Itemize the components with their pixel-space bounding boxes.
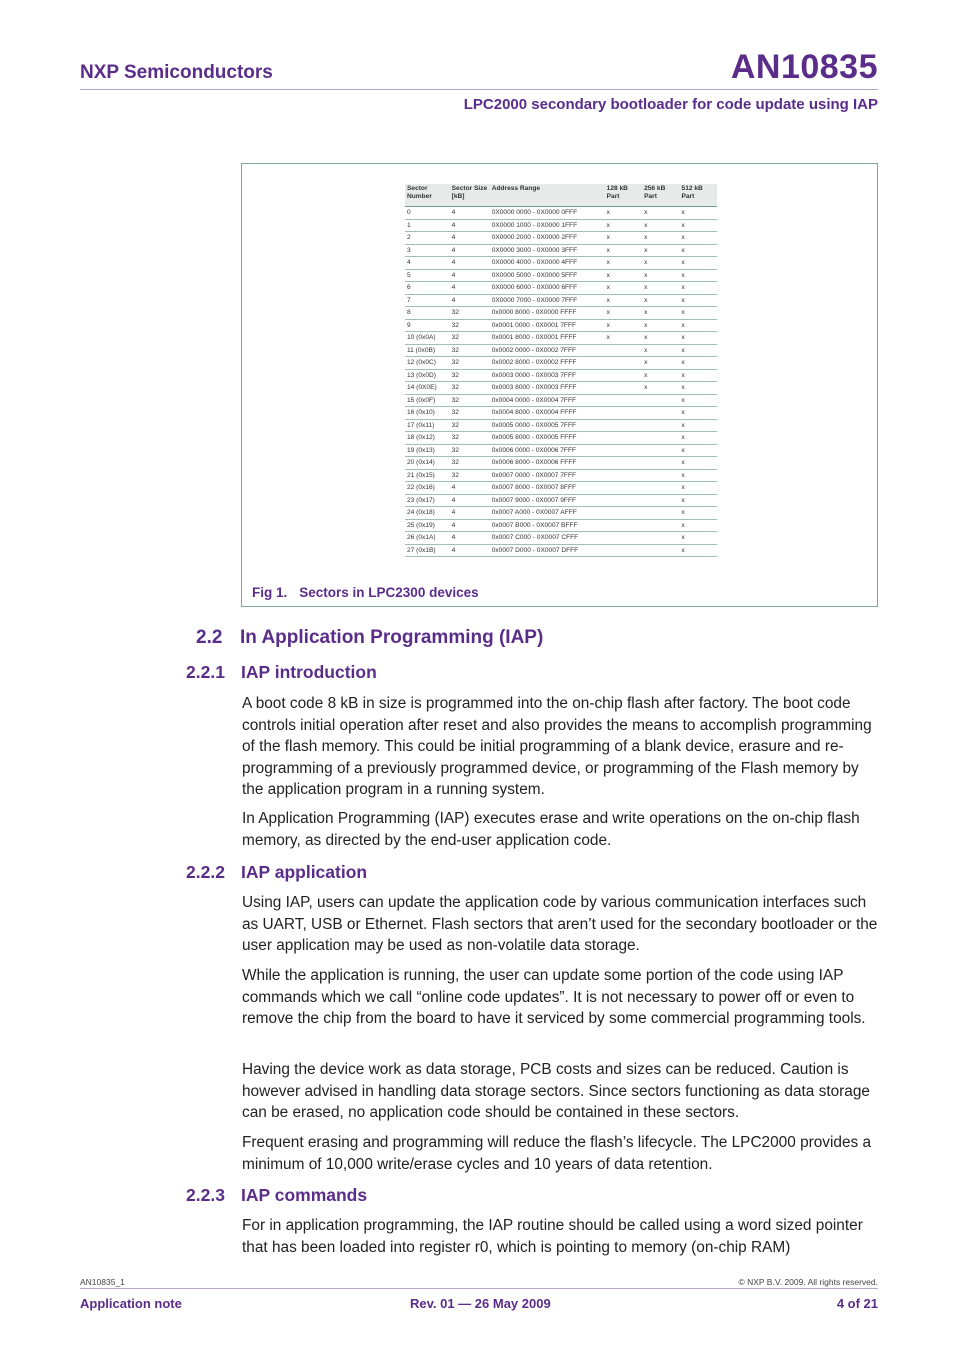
cell-address-range: 0X0000 1000 - 0X0000 1FFF	[490, 219, 605, 232]
cell-512kb: x	[680, 207, 717, 220]
cell-512kb: x	[680, 494, 717, 507]
cell-sector-size: 32	[450, 369, 490, 382]
cell-256kb: x	[642, 244, 679, 257]
cell-128kb	[605, 457, 642, 470]
cell-128kb: x	[605, 332, 642, 345]
cell-sector-size: 4	[450, 282, 490, 295]
table-row	[405, 369, 717, 382]
cell-address-range: 0x0007 D000 - 0X0007 DFFF	[490, 544, 605, 557]
cell-sector-size: 32	[450, 332, 490, 345]
cell-address-range: 0x0007 0000 - 0X0007 7FFF	[490, 469, 605, 482]
cell-512kb: x	[680, 319, 717, 332]
cell-sector-size: 4	[450, 269, 490, 282]
cell-128kb	[605, 369, 642, 382]
cell-256kb: x	[642, 382, 679, 395]
cell-128kb	[605, 382, 642, 395]
cell-128kb: x	[605, 307, 642, 320]
cell-128kb	[605, 344, 642, 357]
cell-256kb: x	[642, 257, 679, 270]
cell-sector-number: 0	[405, 207, 450, 220]
cell-512kb: x	[680, 469, 717, 482]
cell-address-range: 0x0002 0000 - 0X0002 7FFF	[490, 344, 605, 357]
cell-128kb: x	[605, 269, 642, 282]
document-id: AN10835	[730, 48, 878, 86]
cell-sector-number: 26 (0x1A)	[405, 532, 450, 545]
cell-address-range: 0x0007 9000 - 0X0007 9FFF	[490, 494, 605, 507]
cell-sector-size: 32	[450, 444, 490, 457]
cell-256kb	[642, 469, 679, 482]
cell-sector-number: 23 (0x17)	[405, 494, 450, 507]
cell-sector-size: 4	[450, 257, 490, 270]
document-subtitle: LPC2000 secondary bootloader for code update using IAP	[463, 96, 878, 113]
cell-512kb: x	[680, 482, 717, 495]
table-row	[405, 407, 717, 420]
cell-512kb: x	[680, 382, 717, 395]
figure-frame	[241, 163, 878, 607]
cell-256kb: x	[642, 344, 679, 357]
cell-address-range: 0x0007 8000 - 0X0007 8FFF	[490, 482, 605, 495]
table-row	[405, 444, 717, 457]
cell-address-range: 0x0007 A000 - 0X0007 AFFF	[490, 507, 605, 520]
table-row	[405, 332, 717, 345]
cell-sector-number: 11 (0x0B)	[405, 344, 450, 357]
cell-sector-size: 4	[450, 507, 490, 520]
table-row	[405, 269, 717, 282]
cell-sector-number: 17 (0x11)	[405, 419, 450, 432]
cell-256kb: x	[642, 282, 679, 295]
cell-address-range: 0X0000 6000 - 0X0000 6FFF	[490, 282, 605, 295]
cell-sector-size: 32	[450, 319, 490, 332]
cell-sector-number: 21 (0x15)	[405, 469, 450, 482]
cell-512kb: x	[680, 269, 717, 282]
section-heading-2-2-1	[186, 662, 377, 683]
cell-sector-number: 7	[405, 294, 450, 307]
cell-128kb: x	[605, 232, 642, 245]
cell-512kb: x	[680, 332, 717, 345]
cell-address-range: 0x0003 8000 - 0X0003 FFFF	[490, 382, 605, 395]
cell-sector-size: 32	[450, 382, 490, 395]
table-row	[405, 482, 717, 495]
cell-sector-size: 32	[450, 469, 490, 482]
cell-512kb: x	[680, 257, 717, 270]
cell-sector-size: 4	[450, 544, 490, 557]
footer-divider	[80, 1288, 878, 1289]
figure-caption-label: Fig 1.	[252, 585, 288, 600]
table-row	[405, 319, 717, 332]
cell-512kb: x	[680, 419, 717, 432]
cell-256kb: x	[642, 319, 679, 332]
cell-sector-size: 4	[450, 532, 490, 545]
cell-address-range: 0x0006 0000 - 0X0006 7FFF	[490, 444, 605, 457]
paragraph: In Application Programming (IAP) executes erase and write operations on the on-chip flash memory, as directed by the end-user application code.	[242, 810, 860, 849]
sector-table-wrapper	[405, 184, 717, 557]
cell-256kb: x	[642, 357, 679, 370]
cell-128kb: x	[605, 244, 642, 257]
cell-address-range: 0x0005 8000 - 0X0005 FFFF	[490, 432, 605, 445]
cell-sector-size: 32	[450, 432, 490, 445]
paragraph: Frequent erasing and programming will reduce the flash’s lifecycle. The LPC2000 provides a minimum of 10,000 write/erase cycles and 10 years of data retention.	[242, 1134, 872, 1173]
cell-512kb: x	[680, 369, 717, 382]
footer-doc-ref: AN10835_1	[80, 1277, 125, 1287]
cell-sector-number: 14 (0X0E)	[405, 382, 450, 395]
section-heading-2-2-2	[186, 862, 367, 883]
cell-sector-number: 25 (0x19)	[405, 519, 450, 532]
cell-sector-size: 32	[450, 407, 490, 420]
table-row	[405, 244, 717, 257]
cell-sector-size: 4	[450, 244, 490, 257]
cell-sector-number: 20 (0x14)	[405, 457, 450, 470]
cell-256kb: x	[642, 294, 679, 307]
section-number: 2.2.1	[186, 662, 225, 682]
cell-sector-number: 10 (0x0A)	[405, 332, 450, 345]
table-row	[405, 419, 717, 432]
cell-sector-size: 4	[450, 232, 490, 245]
figure-caption	[252, 585, 479, 600]
section-title: IAP introduction	[241, 662, 377, 682]
cell-128kb: x	[605, 282, 642, 295]
cell-128kb	[605, 482, 642, 495]
cell-512kb: x	[680, 344, 717, 357]
table-row	[405, 507, 717, 520]
cell-sector-number: 9	[405, 319, 450, 332]
cell-256kb: x	[642, 269, 679, 282]
cell-sector-number: 22 (0x16)	[405, 482, 450, 495]
cell-512kb: x	[680, 532, 717, 545]
paragraph: Using IAP, users can update the application code by various communication interfaces such as UART, USB or Ethernet. Flash sectors that aren’t used for the secondary bootloader or the user application may be used as non-volatile data storage.	[242, 894, 878, 954]
table-row	[405, 457, 717, 470]
col-header-address-range: Address Range	[490, 184, 605, 207]
sector-table	[405, 184, 717, 557]
cell-sector-number: 19 (0x13)	[405, 444, 450, 457]
cell-sector-number: 13 (0x0D)	[405, 369, 450, 382]
col-header-sector-size: Sector Size [kB]	[450, 184, 490, 207]
cell-128kb: x	[605, 319, 642, 332]
cell-256kb	[642, 532, 679, 545]
cell-address-range: 0x0006 8000 - 0X0006 FFFF	[490, 457, 605, 470]
cell-256kb	[642, 432, 679, 445]
table-row	[405, 494, 717, 507]
cell-sector-size: 4	[450, 519, 490, 532]
cell-256kb	[642, 482, 679, 495]
header-divider	[80, 89, 878, 90]
sector-table-body	[405, 207, 717, 557]
cell-address-range: 0x0007 C000 - 0X0007 CFFF	[490, 532, 605, 545]
cell-128kb	[605, 544, 642, 557]
cell-sector-number: 12 (0x0C)	[405, 357, 450, 370]
cell-512kb: x	[680, 294, 717, 307]
cell-512kb: x	[680, 432, 717, 445]
cell-sector-size: 32	[450, 457, 490, 470]
table-row	[405, 232, 717, 245]
table-row	[405, 207, 717, 220]
cell-256kb: x	[642, 207, 679, 220]
cell-sector-number: 5	[405, 269, 450, 282]
cell-sector-number: 3	[405, 244, 450, 257]
cell-128kb: x	[605, 257, 642, 270]
cell-sector-size: 32	[450, 394, 490, 407]
cell-sector-number: 6	[405, 282, 450, 295]
cell-256kb	[642, 444, 679, 457]
table-row	[405, 469, 717, 482]
table-row	[405, 519, 717, 532]
cell-128kb	[605, 519, 642, 532]
cell-sector-number: 18 (0x12)	[405, 432, 450, 445]
cell-sector-number: 27 (0x1B)	[405, 544, 450, 557]
col-header-512kb: 512 kB Part	[680, 184, 717, 207]
cell-256kb	[642, 519, 679, 532]
cell-256kb	[642, 394, 679, 407]
cell-sector-number: 4	[405, 257, 450, 270]
cell-256kb	[642, 407, 679, 420]
cell-256kb	[642, 544, 679, 557]
footer-page-number: 4 of 21	[836, 1296, 878, 1311]
table-row	[405, 344, 717, 357]
paragraph: While the application is running, the user can update some portion of the code using IAP commands which we call “online code updates”. It is not necessary to power off or even to remove the chip from the board to have it serviced by some commercial programming tools.	[242, 967, 866, 1027]
section-title: IAP application	[241, 862, 368, 882]
cell-address-range: 0x0007 B000 - 0X0007 BFFF	[490, 519, 605, 532]
cell-256kb: x	[642, 332, 679, 345]
table-row	[405, 432, 717, 445]
section-title: In Application Programming (IAP)	[240, 627, 544, 648]
cell-128kb: x	[605, 219, 642, 232]
table-row	[405, 307, 717, 320]
cell-address-range: 0X0000 4000 - 0X0000 4FFF	[490, 257, 605, 270]
cell-sector-size: 4	[450, 482, 490, 495]
cell-sector-number: 1	[405, 219, 450, 232]
cell-sector-size: 4	[450, 494, 490, 507]
section-number: 2.2	[196, 627, 223, 648]
table-row	[405, 532, 717, 545]
cell-address-range: 0X0000 2000 - 0X0000 2FFF	[490, 232, 605, 245]
cell-128kb	[605, 407, 642, 420]
cell-128kb	[605, 394, 642, 407]
col-header-sector-number: Sector Number	[405, 184, 450, 207]
cell-512kb: x	[680, 219, 717, 232]
section-title: IAP commands	[241, 1185, 368, 1205]
cell-128kb	[605, 432, 642, 445]
table-row	[405, 219, 717, 232]
footer-revision: Rev. 01 — 26 May 2009	[410, 1296, 551, 1311]
cell-sector-number: 2	[405, 232, 450, 245]
table-row	[405, 544, 717, 557]
cell-256kb	[642, 494, 679, 507]
cell-256kb	[642, 507, 679, 520]
paragraph: A boot code 8 kB in size is programmed into the on-chip flash after factory. The boot code controls initial operation after reset and also provides the means to accomplish programming of the flash memory. This could be initial programming of a blank device, erasure and re-programming of a previously programmed device, or programming of the Flash memory by the application program in a running system.	[242, 695, 872, 798]
cell-address-range: 0X0000 7000 - 0X0000 7FFF	[490, 294, 605, 307]
table-row	[405, 394, 717, 407]
section-heading-2-2	[196, 627, 543, 649]
cell-address-range: 0x0001 0000 - 0X0001 7FFF	[490, 319, 605, 332]
cell-address-range: 0x0000 8000 - 0X0000 FFFF	[490, 307, 605, 320]
cell-512kb: x	[680, 519, 717, 532]
company-name: NXP Semiconductors	[80, 62, 273, 83]
footer-copyright: © NXP B.V. 2009. All rights reserved.	[738, 1277, 878, 1287]
cell-128kb: x	[605, 207, 642, 220]
paragraph: Having the device work as data storage, PCB costs and sizes can be reduced. Caution is however advised in handling data storage sectors. Since sectors functioning as data storage can be erased, no application code should be contained in these sectors.	[242, 1061, 870, 1121]
cell-256kb: x	[642, 219, 679, 232]
cell-sector-size: 32	[450, 344, 490, 357]
cell-128kb	[605, 469, 642, 482]
cell-address-range: 0X0000 0000 - 0X0000 0FFF	[490, 207, 605, 220]
cell-sector-size: 4	[450, 207, 490, 220]
cell-address-range: 0x0002 8000 - 0X0002 FFFF	[490, 357, 605, 370]
cell-512kb: x	[680, 457, 717, 470]
cell-sector-size: 32	[450, 419, 490, 432]
table-row	[405, 357, 717, 370]
cell-address-range: 0x0004 0000 - 0X0004 7FFF	[490, 394, 605, 407]
paragraph: For in application programming, the IAP routine should be called using a word sized pointer that has been loaded into register r0, which is pointing to memory (on-chip RAM)	[242, 1217, 863, 1256]
table-row	[405, 382, 717, 395]
cell-512kb: x	[680, 244, 717, 257]
cell-256kb	[642, 457, 679, 470]
footer-doc-type: Application note	[80, 1296, 182, 1311]
cell-128kb	[605, 357, 642, 370]
cell-256kb	[642, 419, 679, 432]
cell-512kb: x	[680, 544, 717, 557]
cell-512kb: x	[680, 444, 717, 457]
cell-address-range: 0X0000 5000 - 0X0000 5FFF	[490, 269, 605, 282]
cell-512kb: x	[680, 357, 717, 370]
cell-128kb: x	[605, 294, 642, 307]
cell-512kb: x	[680, 307, 717, 320]
section-number: 2.2.3	[186, 1185, 225, 1205]
cell-512kb: x	[680, 407, 717, 420]
cell-512kb: x	[680, 507, 717, 520]
cell-256kb: x	[642, 307, 679, 320]
figure-caption-text: Sectors in LPC2300 devices	[299, 585, 479, 600]
cell-sector-number: 8	[405, 307, 450, 320]
cell-sector-number: 16 (0x10)	[405, 407, 450, 420]
cell-128kb	[605, 494, 642, 507]
col-header-128kb: 128 kB Part	[605, 184, 642, 207]
cell-sector-number: 15 (0x0F)	[405, 394, 450, 407]
cell-sector-size: 32	[450, 357, 490, 370]
table-row	[405, 294, 717, 307]
table-row	[405, 257, 717, 270]
cell-512kb: x	[680, 232, 717, 245]
section-number: 2.2.2	[186, 862, 225, 882]
cell-address-range: 0x0001 8000 - 0X0001 FFFF	[490, 332, 605, 345]
cell-128kb	[605, 532, 642, 545]
col-header-256kb: 256 kB Part	[642, 184, 679, 207]
cell-512kb: x	[680, 282, 717, 295]
table-row	[405, 282, 717, 295]
section-heading-2-2-3	[186, 1185, 367, 1206]
cell-256kb: x	[642, 232, 679, 245]
cell-address-range: 0x0005 0000 - 0X0005 7FFF	[490, 419, 605, 432]
cell-address-range: 0x0003 0000 - 0X0003 7FFF	[490, 369, 605, 382]
cell-256kb: x	[642, 369, 679, 382]
sector-table-header-row	[405, 184, 717, 207]
cell-sector-size: 4	[450, 219, 490, 232]
cell-128kb	[605, 444, 642, 457]
cell-sector-size: 4	[450, 294, 490, 307]
cell-sector-number: 24 (0x18)	[405, 507, 450, 520]
cell-512kb: x	[680, 394, 717, 407]
cell-128kb	[605, 507, 642, 520]
cell-sector-size: 32	[450, 307, 490, 320]
cell-address-range: 0x0004 8000 - 0X0004 FFFF	[490, 407, 605, 420]
cell-128kb	[605, 419, 642, 432]
cell-address-range: 0X0000 3000 - 0X0000 3FFF	[490, 244, 605, 257]
